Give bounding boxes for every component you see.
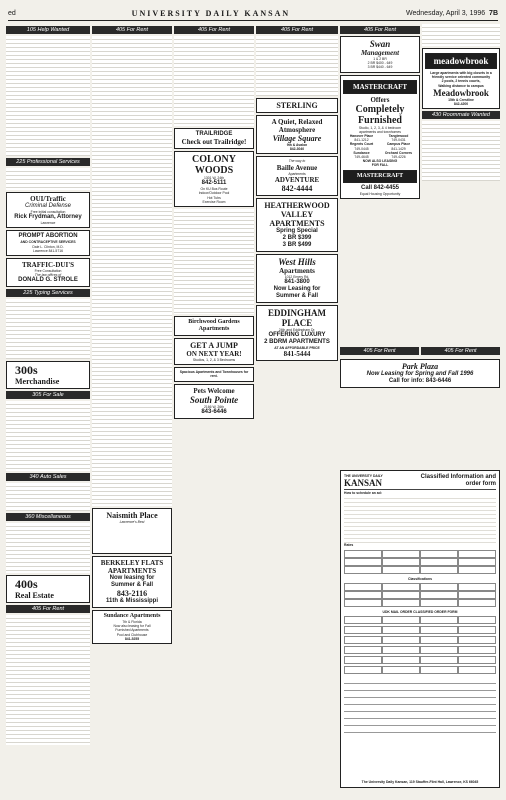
spacious-apartments-ad: Spacious Apartments and Townhouses for rent. — [174, 367, 254, 381]
column-3 — [174, 24, 254, 790]
roommate-listings — [422, 121, 500, 181]
column-4 — [256, 24, 338, 790]
mastercraft-ad: MASTERCRAFT Offers Completely Furnished Studio, 1, 2, 3, & 4 bedroom apartments and townhomes Hanover Place 841-1212 Tanglewood 749-0431 Regents Court 749-0445 Campus Place 841-1429 Sundance 749-4645 Orchard Corners 749-4226 NOW ALSO LEASING FOR FALL MASTERCRAFT Call 842-4455 Equal Housing Opportunity — [340, 75, 420, 199]
eddingham-place-ad: EDDINGHAM PLACE 24th and Eddingham Dr. OFFERING LUXURY 2 BDRM APARTMENTS AT AN AFFORDABLE PRICE 841-5444 — [256, 305, 338, 361]
section-for-rent: 405 For Rent — [256, 26, 338, 34]
get-a-jump-ad: GET A JUMP ON NEXT YEAR! Studios, 1, 2, & 3 Bedrooms — [174, 338, 254, 365]
section-for-rent-right: 405 For Rent — [421, 347, 500, 355]
form-mail-heading: UDK MAIL ORDER CLASSIFIED ORDER FORM — [382, 609, 458, 614]
rent-listings — [6, 615, 90, 745]
park-plaza-ad: Park Plaza Now Leasing for Spring and Fall 1996 Call for info: 843-6446 — [340, 359, 500, 388]
section-for-rent: 405 For Rent — [92, 26, 172, 34]
rent-listings — [256, 36, 338, 96]
heatherwood-valley-ad: HEATHERWOOD VALLEY APARTMENTS Spring Special 2 BR $399 3 BR $499 — [256, 198, 338, 252]
merchandise-banner: 300s Merchandise — [6, 361, 90, 389]
for-rent-banner-wide — [340, 345, 500, 390]
birchwood-ad: Birchwood Gardens Apartments — [174, 316, 254, 336]
column-1 — [6, 24, 90, 790]
form-title-small: THE UNIVERSITY DAILY — [344, 474, 383, 478]
section-for-rent: 405 For Rent — [340, 26, 420, 34]
form-fill-lines[interactable] — [344, 677, 496, 737]
section-roommate: 430 Roommate Wanted — [422, 111, 500, 119]
rent-listings — [92, 36, 172, 506]
rent-listings-2 — [174, 209, 254, 314]
berkeley-flats-ad: BERKELEY FLATS APARTMENTS Now leasing for Summer & Fall 843-2116 11th & Mississippi — [92, 556, 172, 608]
swan-management-ad: Swan Management 1 & 2 BR 2 BR $400 - 649 3 BR $440 - 649 — [340, 36, 420, 73]
south-pointe-ad: Pets Welcome South Pointe 2166 W. 26th 843-6446 — [174, 384, 254, 419]
naismith-place-ad: Naismith Place Lawrence's Best — [92, 508, 172, 554]
village-square-ad: A Quiet, Relaxed Atmosphere Village Square 9th & Avalon 842-3040 — [256, 115, 338, 154]
typing-listings — [6, 299, 90, 359]
colony-woods-ad: COLONY WOODS 1301 W. 24th 842-5111 On KU Bus Route Indoor/Outdoor Pool Hot Tubs Exercise Room — [174, 151, 254, 207]
masthead — [8, 6, 498, 21]
real-estate-banner: 400s Real Estate — [6, 575, 90, 603]
column-2 — [92, 24, 172, 790]
column-5 — [340, 24, 420, 464]
for-sale-listings — [6, 401, 90, 471]
prompt-abortion-ad: PROMPT ABORTION AND CONTRACEPTIVE SERVICES Dale L. Clinton, M.D. Lawrence 841-5716 — [6, 230, 90, 256]
form-rates-heading: Rates — [344, 543, 354, 548]
section-for-rent: 405 For Rent — [174, 26, 254, 34]
section-for-rent: 405 For Rent — [6, 605, 90, 613]
form-how: How to schedule an ad: — [344, 491, 382, 496]
professional-listings — [6, 168, 90, 190]
misc-listings — [6, 523, 90, 573]
section-professional: 225 Professional Services — [6, 158, 90, 166]
form-instructions — [344, 495, 496, 543]
meadowbrook-logo: meadowbrook — [425, 53, 497, 69]
rates-table — [344, 550, 496, 574]
section-typing: 225 Typing Services — [6, 289, 90, 297]
west-hills-ad: West Hills Apartments 1012 Emery Rd. 841-3800 Now Leasing for Summer & Fall — [256, 254, 338, 303]
meadowbrook-ad: meadowbrook Large apartments with big closets in a friendly service oriented community 2 pools, 2 tennis courts, Walking distance to campus Meadowbrook 15th & Crestline 842-4200 — [422, 48, 500, 109]
form-classifications: Classifications — [408, 576, 432, 581]
masthead-title: UNIVERSITY DAILY KANSAN — [131, 8, 291, 18]
oui-ad: OUI/Traffic Criminal Defense Free initial consultation Rick Frydman, Attorney Lawrence — [6, 192, 90, 228]
mastercraft-logo: MASTERCRAFT — [343, 80, 417, 94]
classification-checkboxes[interactable] — [344, 583, 496, 607]
baille-avenue-ad: The way to Baille Avenue Apartments ADVENTURE 842-4444 — [256, 156, 338, 195]
form-title: KANSAN — [344, 478, 383, 489]
section-auto-sales: 340 Auto Sales — [6, 473, 90, 481]
sundance-ad: Sundance Apartments 7th & Florida Now also leasing for Fall Furnished Apartments Pool and Clubhouse 841-5255 — [92, 610, 172, 644]
section-help-wanted: 105 Help Wanted — [6, 26, 90, 34]
sterling-ad: STERLING — [256, 98, 338, 113]
rent-listings — [174, 36, 254, 126]
ad-text-grid[interactable] — [344, 616, 496, 674]
classified-order-form — [340, 470, 500, 788]
form-footer: The University Daily Kansan, 119 Stauffer-Flint Hall, Lawrence, KS 66045 — [361, 779, 479, 784]
masthead-date: Wednesday, April 3, 1996 7B — [406, 9, 498, 17]
auto-listings — [6, 483, 90, 511]
column-6 — [422, 24, 500, 344]
rent-listings — [422, 24, 500, 46]
help-wanted-listings — [6, 36, 90, 156]
trailridge-ad: TRAILRIDGE Check out Trailridge! — [174, 128, 254, 149]
section-misc: 360 Miscellaneous — [6, 513, 90, 521]
mastercraft-logo-2: MASTERCRAFT — [343, 170, 417, 183]
section-for-sale: 305 For Sale — [6, 391, 90, 399]
traffic-dui-ad: TRAFFIC-DUI'S Free Consultation The law offices of DONALD G. STROLE — [6, 258, 90, 287]
masthead-left: ed — [8, 9, 16, 17]
section-for-rent-left: 405 For Rent — [340, 347, 419, 355]
form-heading: Classified Information and order form — [420, 474, 496, 487]
